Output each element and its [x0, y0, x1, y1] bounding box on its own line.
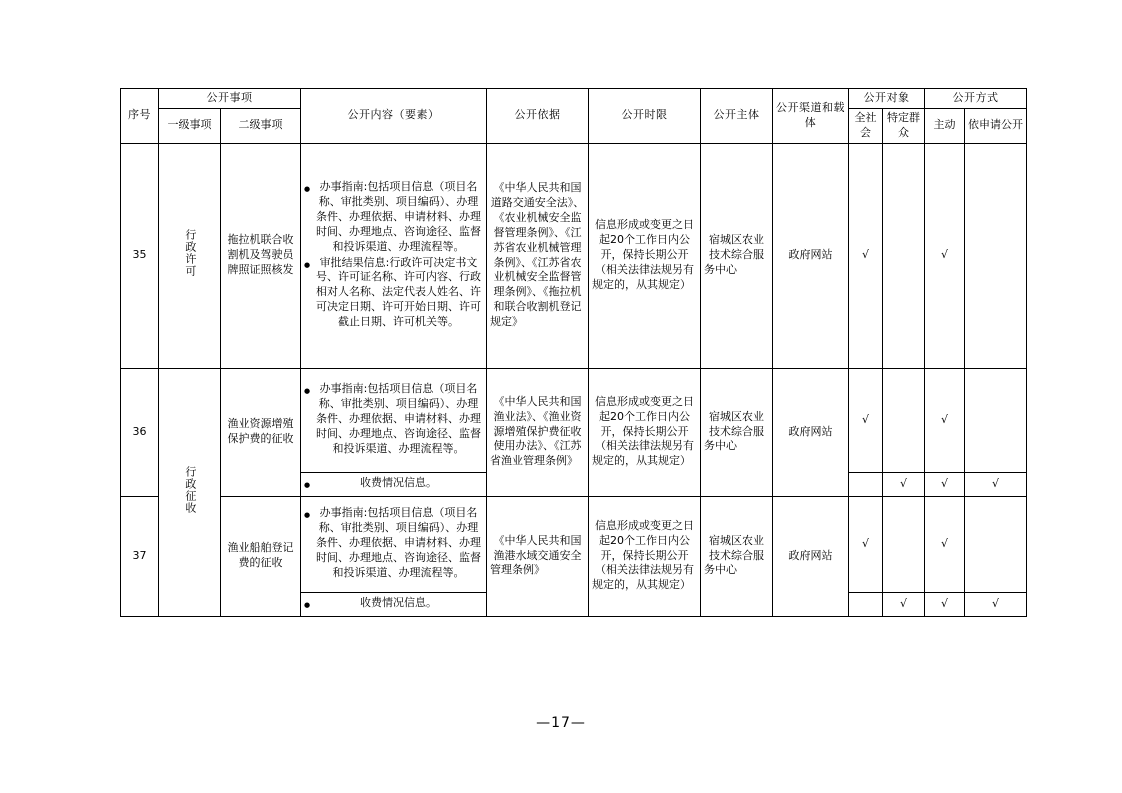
row-time-limit: 信息形成或变更之日起20个工作日内公开，保持长期公开（相关法律法规另有规定的，从其规定）	[589, 143, 701, 368]
header-time-limit: 公开时限	[589, 89, 701, 144]
header-on-request: 依申请公开	[965, 108, 1027, 143]
header-specific-group: 特定群众	[883, 108, 925, 143]
content-bullet: ● 收费情况信息。	[304, 476, 483, 491]
content-bullet: ● 办事指南:包括项目信息（项目名称、审批类别、项目编码）、办理条件、办理依据、申请材料、办理时间、办理地点、咨询途径、监督和投诉渠道、办理流程等。	[304, 506, 483, 580]
row-subject: 宿城区农业技术综合服务中心	[701, 143, 773, 368]
header-content: 公开内容（要素）	[301, 89, 487, 144]
row-level1	[159, 143, 221, 368]
row-on-request	[965, 368, 1027, 472]
row-level2: 渔业资源增殖保护费的征收	[221, 368, 301, 496]
row-subject: 宿城区农业技术综合服务中心	[701, 368, 773, 496]
subrow-content	[301, 472, 487, 496]
content-bullet: ● 办事指南:包括项目信息（项目名称、审批类别、项目编码）、办理条件、办理依据、申请材料、办理时间、办理地点、咨询途径、监督和投诉渠道、办理流程等。	[304, 382, 483, 456]
row-all-society: √	[849, 143, 883, 368]
subrow-specific-group: √	[883, 592, 925, 616]
row-time-limit: 信息形成或变更之日起20个工作日内公开，保持长期公开（相关法律法规另有规定的，从其规定）	[589, 368, 701, 496]
header-subject: 公开主体	[701, 89, 773, 144]
subrow-all-society	[849, 592, 883, 616]
row-specific-group	[883, 496, 925, 592]
row-seq: 35	[121, 143, 159, 368]
content-bullet: ● 收费情况信息。	[304, 596, 483, 611]
header-public-matter: 公开事项	[159, 89, 301, 109]
row-on-request	[965, 143, 1027, 368]
row-basis: 《中华人民共和国渔港水域交通安全管理条例》	[487, 496, 589, 616]
subrow-content	[301, 592, 487, 616]
table-row	[121, 368, 1027, 472]
subrow-all-society	[849, 472, 883, 496]
table-row	[121, 143, 1027, 368]
header-basis: 公开依据	[487, 89, 589, 144]
header-channel: 公开渠道和载体	[773, 89, 849, 144]
row-content	[301, 496, 487, 592]
subrow-active: √	[925, 472, 965, 496]
table-row	[121, 496, 1027, 592]
row-channel: 政府网站	[773, 368, 849, 496]
row-basis: 《中华人民共和国渔业法》、《渔业资源增殖保护费征收使用办法》、《江苏省渔业管理条例》	[487, 368, 589, 496]
disclosure-matrix-table	[120, 88, 1027, 617]
row-level2: 拖拉机联合收割机及驾驶员牌照证照核发	[221, 143, 301, 368]
content-bullet: ● 审批结果信息:行政许可决定书文号、许可证名称、许可内容、行政相对人名称、法定代表人姓名、许可决定日期、许可开始日期、许可截止日期、许可机关等。	[304, 256, 483, 330]
subrow-active: √	[925, 592, 965, 616]
row-specific-group	[883, 143, 925, 368]
header-row-top	[121, 89, 1027, 109]
header-active: 主动	[925, 108, 965, 143]
row-level1-text: 行政征收	[183, 465, 197, 514]
row-all-society: √	[849, 496, 883, 592]
table-body	[121, 143, 1027, 616]
content-bullet: ● 办事指南:包括项目信息（项目名称、审批类别、项目编码）、办理条件、办理依据、申请材料、办理时间、办理地点、咨询途径、监督和投诉渠道、办理流程等。	[304, 180, 483, 254]
page-number: —17—	[536, 715, 586, 731]
header-manner: 公开方式	[925, 89, 1027, 109]
row-level1-text: 行政许可	[183, 229, 197, 278]
subrow-on-request: √	[965, 472, 1027, 496]
row-seq: 37	[121, 496, 159, 616]
row-channel: 政府网站	[773, 143, 849, 368]
row-time-limit: 信息形成或变更之日起20个工作日内公开，保持长期公开（相关法律法规另有规定的，从其规定）	[589, 496, 701, 616]
subrow-on-request: √	[965, 592, 1027, 616]
row-active: √	[925, 496, 965, 592]
header-level2: 二级事项	[221, 108, 301, 143]
row-basis: 《中华人民共和国道路交通安全法》、《农业机械安全监督管理条例》、《江苏省农业机械管理条例》、《江苏省农业机械安全监督管理条例》、《拖拉机和联合收割机登记规定》	[487, 143, 589, 368]
row-subject: 宿城区农业技术综合服务中心	[701, 496, 773, 616]
header-seq: 序号	[121, 89, 159, 144]
table-header	[121, 89, 1027, 144]
row-content	[301, 368, 487, 472]
header-all-society: 全社会	[849, 108, 883, 143]
row-specific-group	[883, 368, 925, 472]
row-seq: 36	[121, 368, 159, 496]
row-active: √	[925, 143, 965, 368]
row-on-request	[965, 496, 1027, 592]
row-all-society: √	[849, 368, 883, 472]
row-level1	[159, 368, 221, 616]
row-level2: 渔业船舶登记费的征收	[221, 496, 301, 616]
header-level1: 一级事项	[159, 108, 221, 143]
row-channel: 政府网站	[773, 496, 849, 616]
row-content	[301, 143, 487, 368]
row-active: √	[925, 368, 965, 472]
subrow-specific-group: √	[883, 472, 925, 496]
header-audience: 公开对象	[849, 89, 925, 109]
